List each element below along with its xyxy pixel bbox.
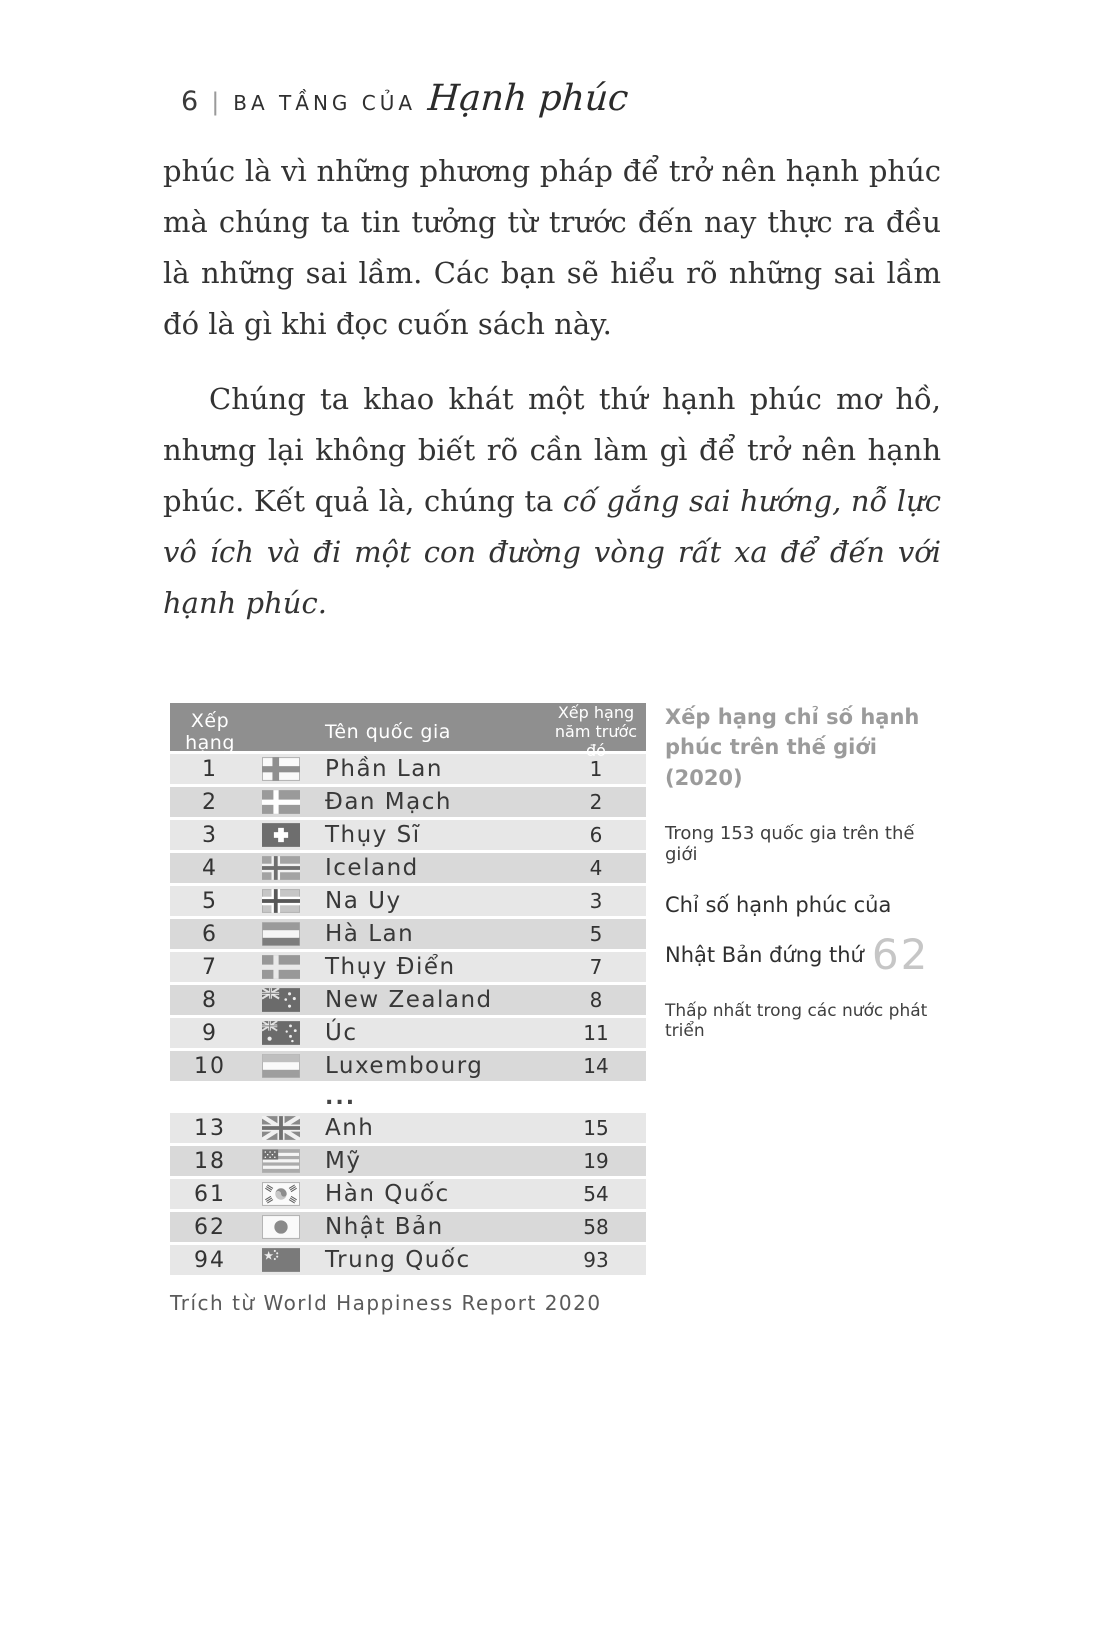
sidebar-note-2-text: Chỉ số hạnh phúc của Nhật Bản đứng thứ xyxy=(665,893,892,967)
country-cell: Hàn Quốc xyxy=(325,1181,450,1207)
country-cell: New Zealand xyxy=(325,987,493,1013)
previous-rank-cell: 11 xyxy=(583,1021,609,1045)
rank-cell: 18 xyxy=(194,1148,226,1174)
header-separator: | xyxy=(211,88,220,116)
paragraph-2-normal: Chúng ta khao khát một thứ hạnh phúc mơ hồ, nhưng lại không biết rõ cần làm gì để trở nên hạnh phúc. Kết quả là, chúng ta xyxy=(163,382,941,518)
rank-cell: 61 xyxy=(194,1181,226,1207)
flag-sweden-icon xyxy=(250,955,312,979)
book-title: BA TẦNG CỦA xyxy=(233,91,417,115)
body-text xyxy=(163,146,941,653)
paragraph-2-italic: cố gắng sai hướng, nỗ lực vô ích và đi một con đường vòng rất xa để đến với hạnh phúc. xyxy=(163,484,941,620)
flag-south-korea-icon xyxy=(250,1182,312,1206)
table-row xyxy=(170,1051,646,1081)
country-cell: Thụy Sĩ xyxy=(325,822,421,848)
previous-rank-cell: 6 xyxy=(589,823,603,847)
paragraph-2 xyxy=(163,374,941,629)
previous-rank-cell: 14 xyxy=(583,1054,609,1078)
country-cell: Đan Mạch xyxy=(325,789,452,815)
flag-iceland-icon xyxy=(250,856,312,880)
flag-denmark-icon xyxy=(250,790,312,814)
sidebar-note xyxy=(665,702,947,1041)
previous-rank-cell: 58 xyxy=(583,1215,609,1239)
sidebar-note-3: Thấp nhất trong các nước phát triển xyxy=(665,1000,928,1041)
table-row xyxy=(170,1245,646,1275)
country-cell: Úc xyxy=(325,1020,358,1046)
table-row xyxy=(170,1179,646,1209)
previous-rank-cell: 5 xyxy=(589,922,603,946)
page-number: 6 xyxy=(181,86,200,117)
paragraph-1: phúc là vì những phương pháp để trở nên hạnh phúc mà chúng ta tin tưởng từ trước đến nay thực ra đều là những sai lầm. Các bạn sẽ hiểu rõ những sai lầm đó là gì khi đọc cuốn sách này. xyxy=(163,154,941,341)
table-row xyxy=(170,1113,646,1143)
flag-japan-icon xyxy=(250,1215,312,1239)
rank-cell: 9 xyxy=(202,1020,218,1046)
rank-cell: 5 xyxy=(202,888,218,914)
table-row xyxy=(170,1212,646,1242)
flag-finland-icon xyxy=(250,757,312,781)
table-source: Trích từ World Happiness Report 2020 xyxy=(170,1291,602,1315)
table-row xyxy=(170,919,646,949)
flag-usa-icon xyxy=(250,1149,312,1173)
flag-uk-icon xyxy=(250,1116,312,1140)
previous-rank-cell: 54 xyxy=(583,1182,609,1206)
flag-netherlands-icon xyxy=(250,922,312,946)
previous-rank-cell: 1 xyxy=(589,757,603,781)
rank-cell: 62 xyxy=(194,1214,226,1240)
flag-luxembourg-icon xyxy=(250,1054,312,1078)
table-row xyxy=(170,853,646,883)
table-row xyxy=(170,820,646,850)
previous-rank-cell: 93 xyxy=(583,1248,609,1272)
country-cell: Hà Lan xyxy=(325,921,415,947)
column-header-previous-rank: Xếp hạng năm trước đó xyxy=(554,703,638,761)
rank-cell: 94 xyxy=(194,1247,226,1273)
previous-rank-cell: 7 xyxy=(589,955,603,979)
table-row xyxy=(170,886,646,916)
rank-cell: 2 xyxy=(202,789,218,815)
table-row xyxy=(170,754,646,784)
japan-rank-number: 62 xyxy=(871,929,930,979)
rank-cell: 13 xyxy=(194,1115,226,1141)
flag-norway-icon xyxy=(250,889,312,913)
table-row xyxy=(170,985,646,1015)
country-cell: Phần Lan xyxy=(325,756,443,782)
table-row xyxy=(170,952,646,982)
table-row xyxy=(170,787,646,817)
country-cell: Iceland xyxy=(325,855,419,881)
column-header-rank: Xếp hạng xyxy=(185,709,235,754)
page-header xyxy=(181,78,628,119)
table-row xyxy=(170,1018,646,1048)
previous-rank-cell: 4 xyxy=(589,856,603,880)
table-header xyxy=(170,703,646,761)
rank-cell: 7 xyxy=(202,954,218,980)
sidebar-note-1: Trong 153 quốc gia trên thế giới xyxy=(665,823,915,866)
happiness-rank-table xyxy=(170,703,646,1315)
country-cell: Thụy Điển xyxy=(325,954,456,980)
flag-new-zealand-icon xyxy=(250,988,312,1012)
flag-switzerland-icon xyxy=(250,823,312,847)
country-cell: Anh xyxy=(325,1115,375,1141)
previous-rank-cell: 2 xyxy=(589,790,603,814)
country-cell: Luxembourg xyxy=(325,1053,484,1079)
previous-rank-cell: 3 xyxy=(589,889,603,913)
ellipsis-label: ... xyxy=(325,1084,357,1110)
ellipsis-row xyxy=(170,1084,646,1110)
rank-cell: 4 xyxy=(202,855,218,881)
rank-cell: 8 xyxy=(202,987,218,1013)
previous-rank-cell: 15 xyxy=(583,1116,609,1140)
rank-cell: 3 xyxy=(202,822,218,848)
previous-rank-cell: 8 xyxy=(589,988,603,1012)
sidebar-title: Xếp hạng chỉ số hạnh phúc trên thế giới (2020) xyxy=(665,705,920,790)
sidebar-note-2 xyxy=(665,889,947,987)
country-cell: Nhật Bản xyxy=(325,1214,444,1240)
flag-australia-icon xyxy=(250,1021,312,1045)
country-cell: Mỹ xyxy=(325,1148,362,1174)
table-row xyxy=(170,1146,646,1176)
flag-china-icon xyxy=(250,1248,312,1272)
rank-cell: 10 xyxy=(194,1053,226,1079)
previous-rank-cell: 19 xyxy=(583,1149,609,1173)
rank-cell: 6 xyxy=(202,921,218,947)
country-cell: Na Uy xyxy=(325,888,402,914)
book-title-script: Hạnh phúc xyxy=(426,78,630,119)
rank-table-body xyxy=(170,754,646,1275)
rank-cell: 1 xyxy=(202,756,218,782)
column-header-country: Tên quốc gia xyxy=(325,720,451,743)
country-cell: Trung Quốc xyxy=(325,1247,471,1273)
